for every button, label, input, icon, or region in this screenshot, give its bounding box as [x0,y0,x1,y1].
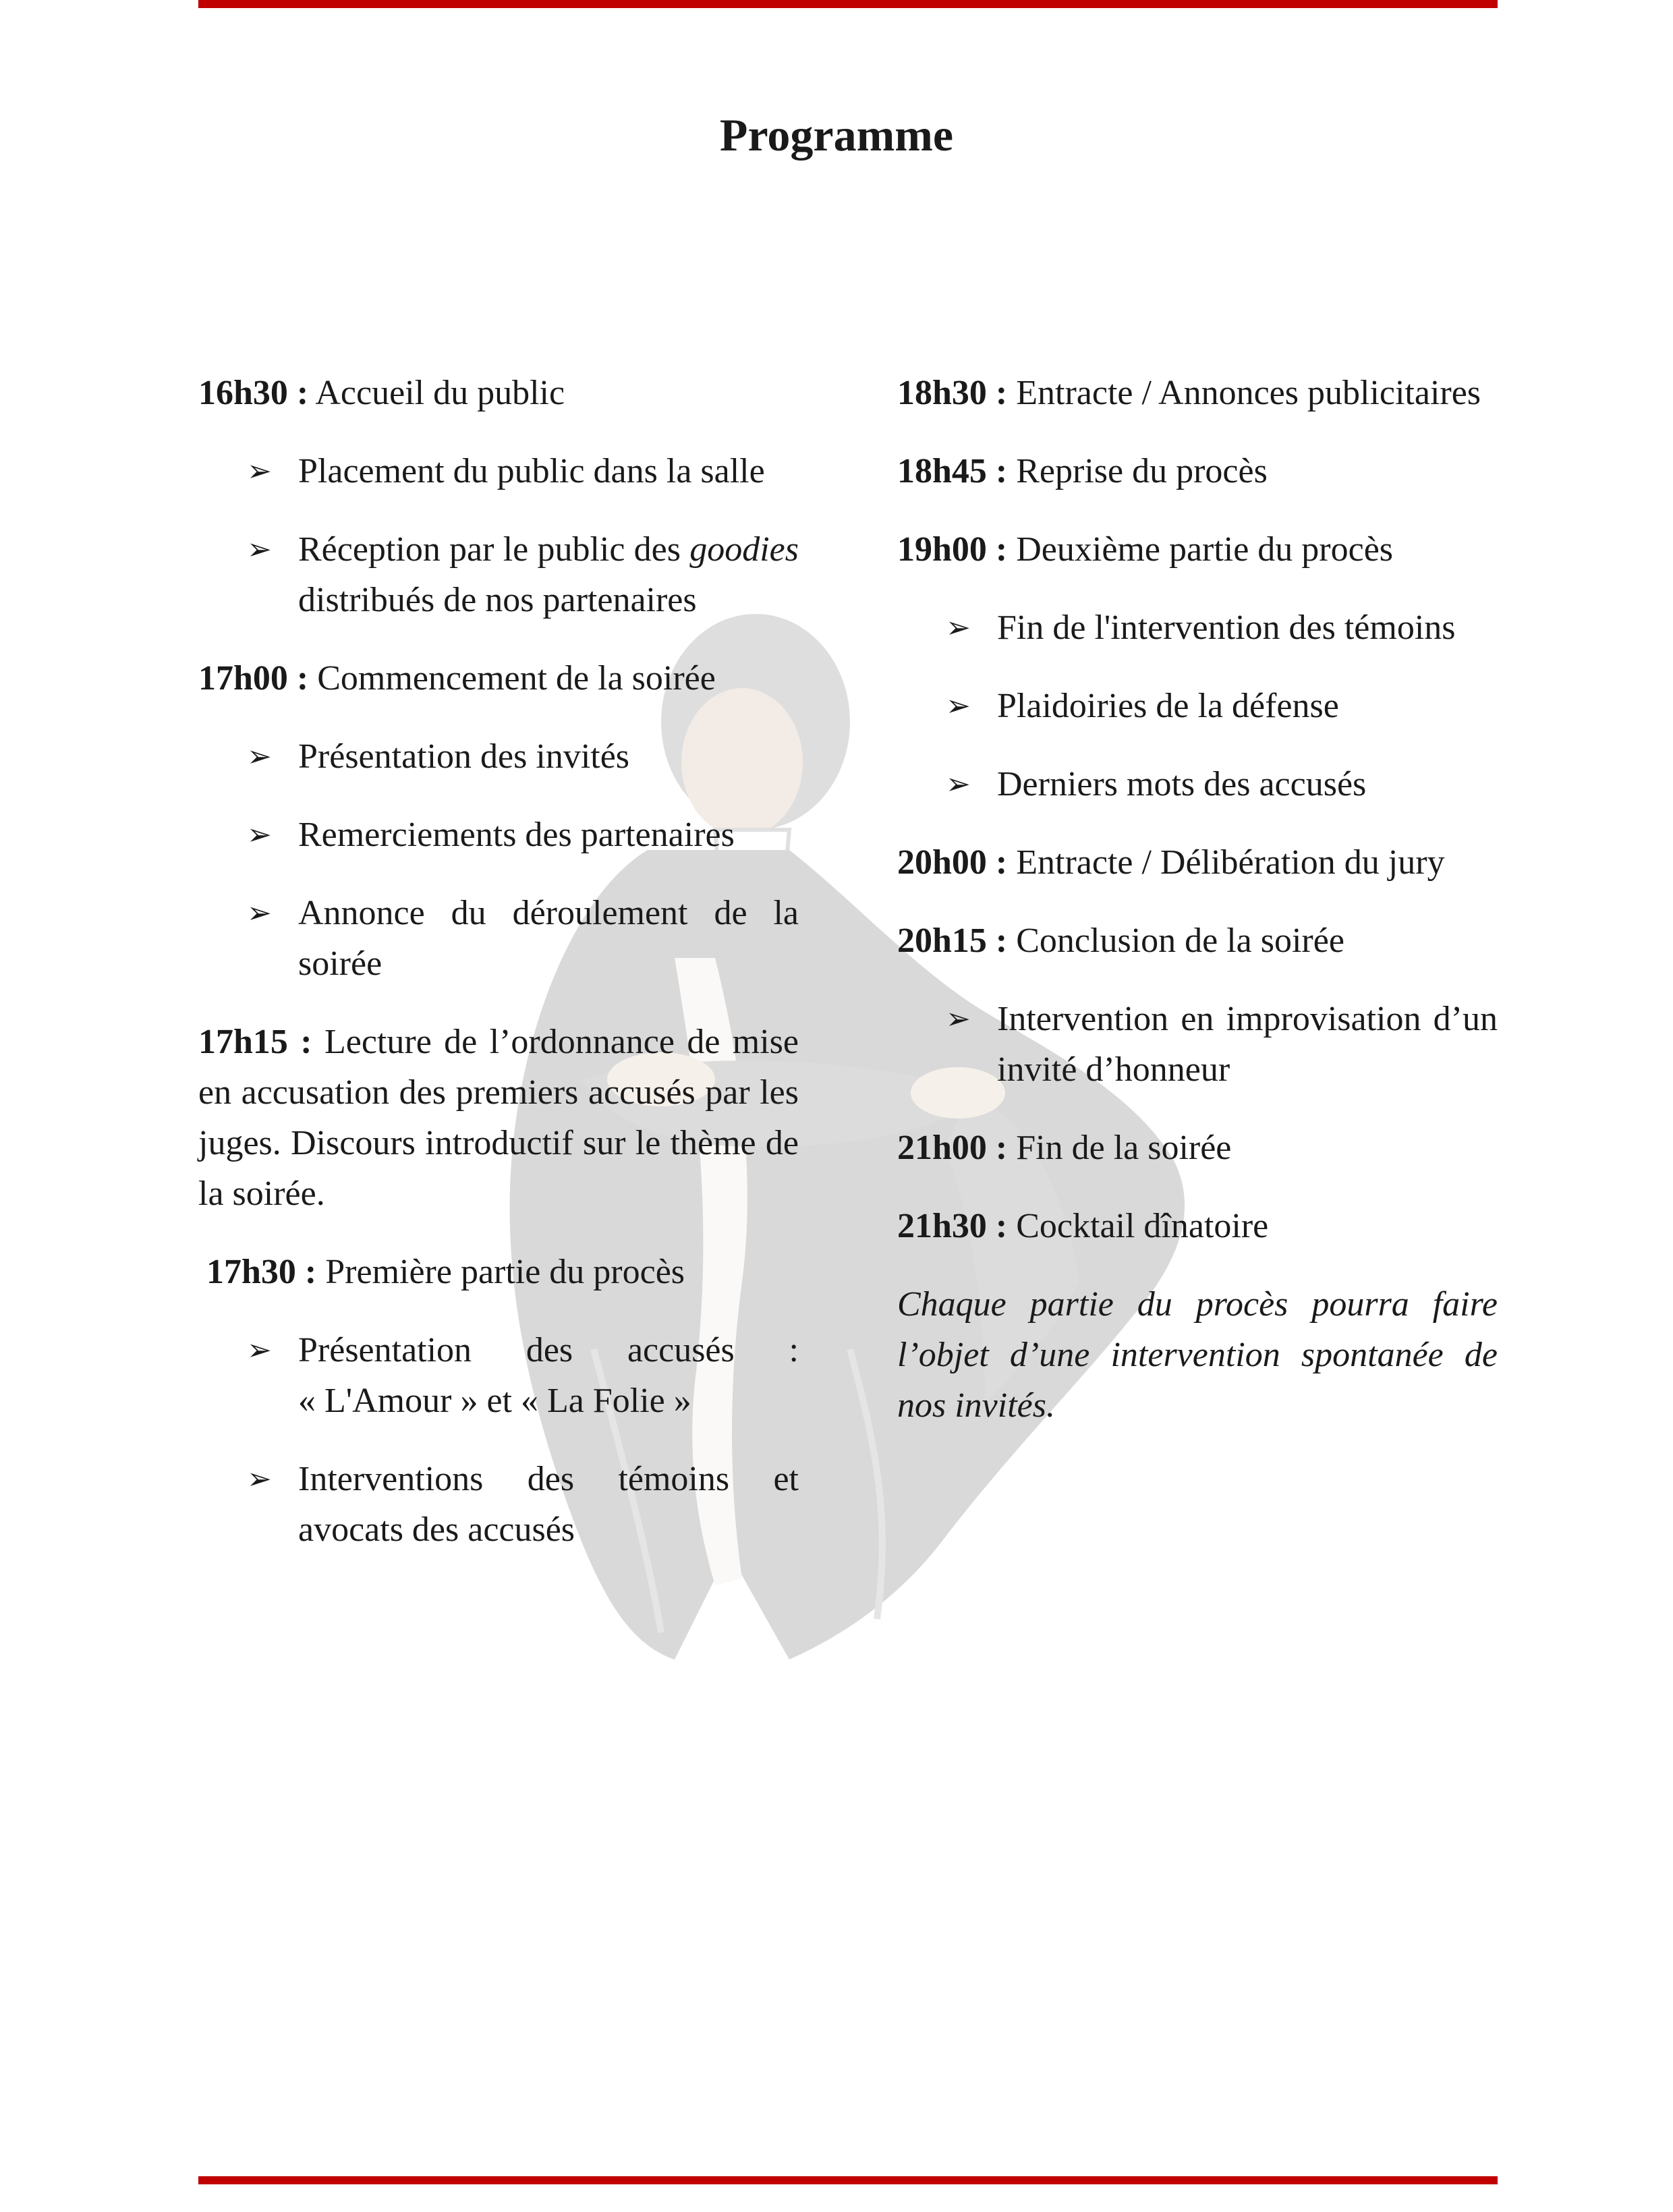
list-item-text: distribués de nos partenaires [298,581,697,619]
entry-text: Accueil du public [308,374,565,412]
entry-time: 20h15 : [897,921,1008,960]
schedule-right-column [897,368,1498,1431]
entry-text: Cocktail dînatoire [1007,1207,1269,1245]
list-item-text: Placement du public dans la salle [298,452,765,490]
bullet-list-1730 [198,1325,799,1555]
schedule-entry-1630 [198,368,799,418]
arrow-bullet-icon: ➢ [247,532,272,567]
entry-time: 18h45 : [897,452,1008,490]
schedule-entry-1900 [897,524,1498,575]
list-item [198,524,799,625]
list-item [198,731,799,782]
entry-text: Conclusion de la soirée [1007,921,1344,960]
schedule-entry-1830 [897,368,1498,418]
arrow-bullet-icon: ➢ [946,689,971,723]
entry-time: 19h00 : [897,530,1008,569]
entry-text: Première partie du procès [316,1253,685,1291]
list-item-text: Présentation des invités [298,737,630,776]
entry-text: Fin de la soirée [1007,1129,1232,1167]
list-item [897,759,1498,810]
schedule-entry-2130 [897,1201,1498,1251]
bullet-list-1630 [198,446,799,625]
arrow-bullet-icon: ➢ [946,611,971,645]
entry-time: 17h15 : [198,1023,312,1061]
list-item-text: « L'Amour » et « La Folie » [298,1382,691,1420]
list-item [198,1325,799,1426]
entry-time: 20h00 : [897,843,1008,882]
schedule-left-column [198,368,799,1583]
list-item-text: Interventions des témoins et avocats des accusés [298,1460,799,1549]
schedule-entry-1730 [198,1247,799,1297]
entry-time: 21h00 : [897,1129,1008,1167]
bullet-list-1700 [198,731,799,989]
entry-time: 17h00 : [198,659,309,698]
entry-text: Entracte / Annonces publicitaires [1007,374,1481,412]
closing-note: Chaque partie du procès pourra faire l’objet d’une intervention spontanée de nos invités. [897,1285,1498,1425]
schedule-entry-1715 [198,1017,799,1219]
arrow-bullet-icon: ➢ [247,1462,272,1496]
entry-time: 17h30 : [206,1253,317,1291]
list-item [198,810,799,860]
arrow-bullet-icon: ➢ [247,818,272,852]
page-title: Programme [719,109,954,161]
bottom-red-rule [198,2176,1498,2184]
arrow-bullet-icon: ➢ [946,1002,971,1036]
list-item [897,602,1498,653]
arrow-bullet-icon: ➢ [247,1333,272,1367]
entry-time: 16h30 : [198,374,309,412]
schedule-entry-1700 [198,653,799,704]
list-item-text: Réception par le public des [298,530,690,569]
bullet-list-2015 [897,994,1498,1095]
list-item-text: Remerciements des partenaires [298,816,735,854]
entry-text: Commencement de la soirée [308,659,716,698]
list-item [198,446,799,497]
list-item [198,888,799,989]
list-item-text: Présentation des accusés : [298,1331,799,1369]
list-item-text: Fin de l'intervention des témoins [997,608,1456,647]
arrow-bullet-icon: ➢ [247,454,272,488]
schedule-entry-2000 [897,837,1498,888]
entry-text: Entracte / Délibération du jury [1007,843,1445,882]
entry-text: Reprise du procès [1007,452,1268,490]
entry-text: Lecture de l’ordonnance de mise en accusation des premiers accusés par les juges. Discours introductif sur le thème de la soirée. [198,1023,799,1213]
list-item-emphasis: goodies [689,530,799,569]
entry-time: 18h30 : [897,374,1008,412]
list-item-text: Intervention en improvisation d’un invité d’honneur [997,1000,1498,1089]
list-item-text: Plaidoiries de la défense [997,687,1339,725]
list-item-text: Annonce du déroulement de la soirée [298,894,799,983]
arrow-bullet-icon: ➢ [247,896,272,930]
list-item [897,994,1498,1095]
list-item [198,1454,799,1555]
bullet-list-1900 [897,602,1498,810]
entry-time: 21h30 : [897,1207,1008,1245]
list-item-text: Derniers mots des accusés [997,765,1367,803]
entry-text: Deuxième partie du procès [1007,530,1394,569]
schedule-entry-1845 [897,446,1498,497]
arrow-bullet-icon: ➢ [946,767,971,801]
list-item [897,681,1498,731]
top-red-rule [198,0,1498,8]
arrow-bullet-icon: ➢ [247,739,272,774]
schedule-entry-2100 [897,1123,1498,1173]
schedule-entry-2015 [897,915,1498,966]
